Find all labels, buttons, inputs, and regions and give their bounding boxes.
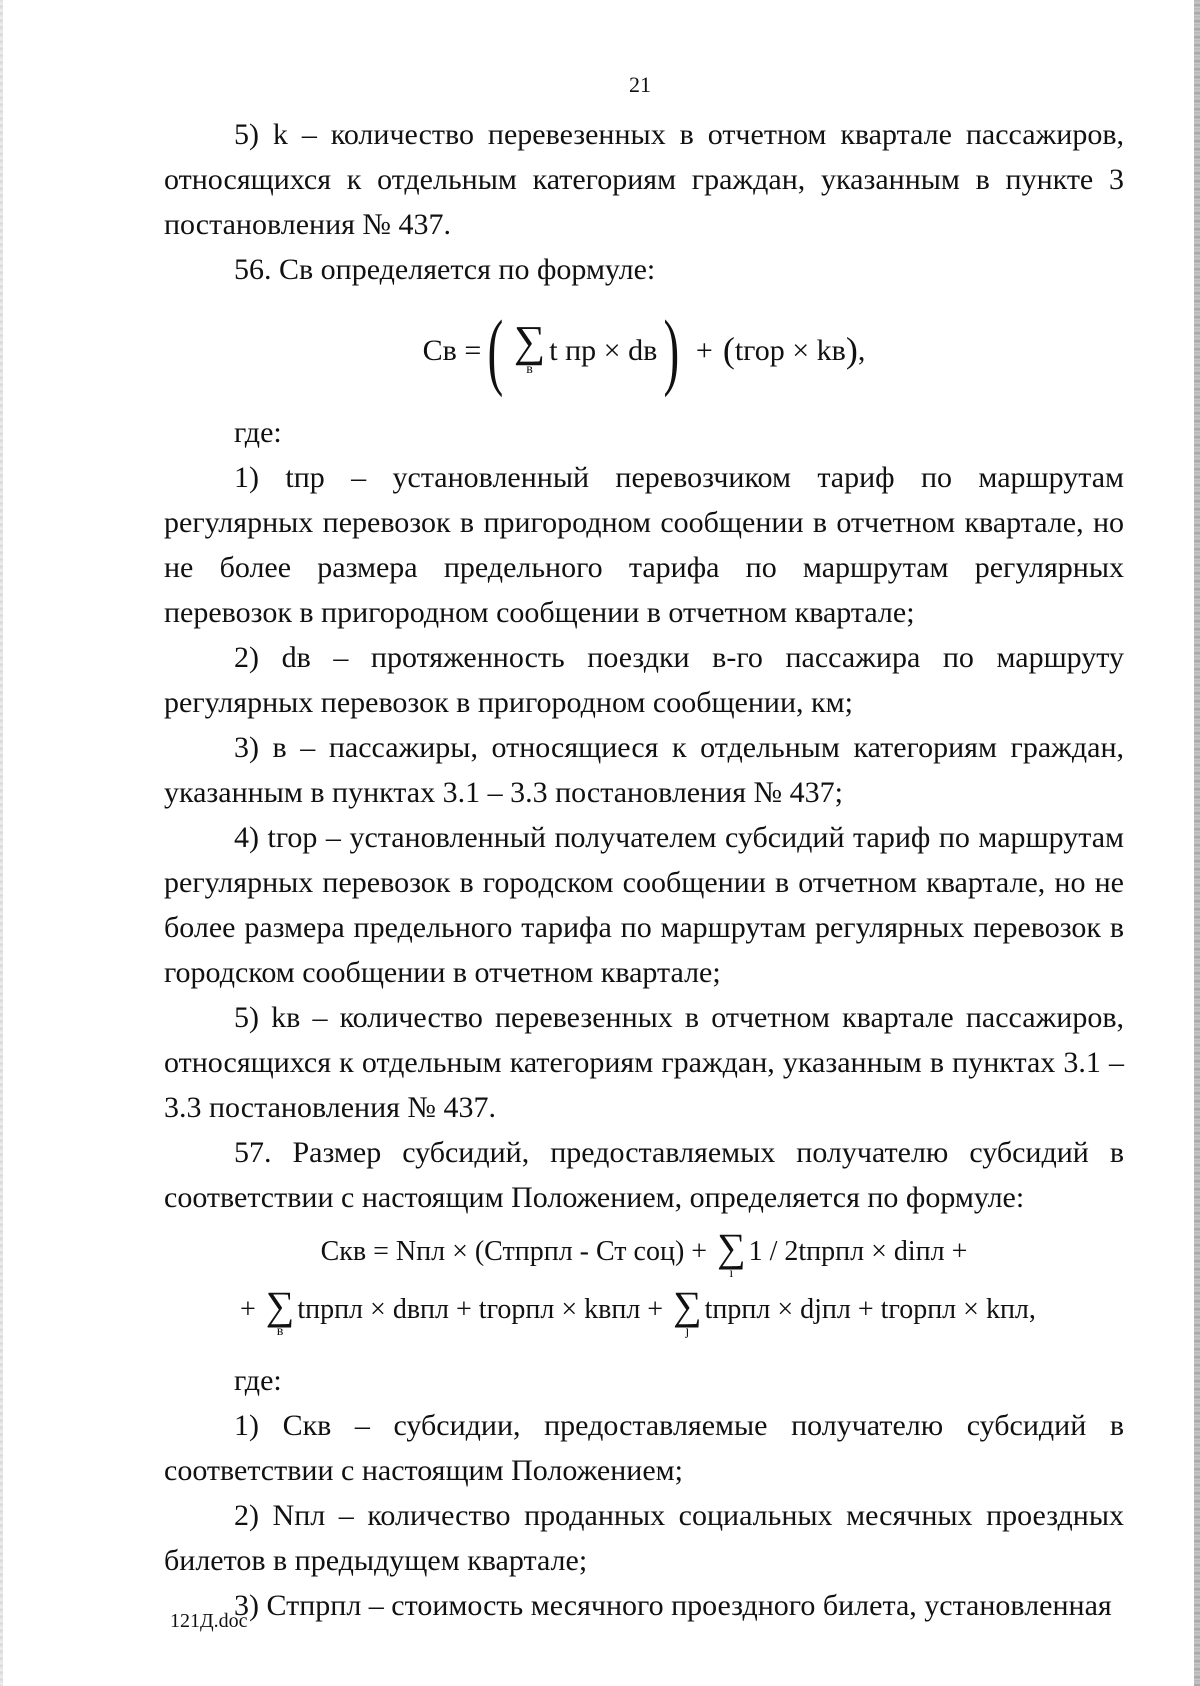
formula-skv-sum-j-index: j [685, 1324, 690, 1339]
definition-kv: 5) kв – количество перевезенных в отчетном квартале пассажиров, относящихся к отдельным категориям граждан, указанным в пунктах 3.1 – 3.3 постановления № 437. [164, 1001, 1124, 1124]
formula-cv-inner: t пр × dв [549, 333, 658, 367]
sigma-icon: ∑ [717, 1225, 746, 1270]
formula-cv-lhs: Св = [422, 333, 482, 367]
paragraph-57: 57. Размер субсидий, предоставляемых получателю субсидий в соответствии с настоящим Положением, определяется по формуле: [164, 1136, 1124, 1214]
formula-skv-line-1 [164, 1225, 1124, 1288]
where-label-2: где: [234, 1364, 282, 1397]
scan-edge-right [1194, 0, 1200, 1686]
document-body [164, 112, 1124, 1628]
sigma-icon: ∑ [513, 317, 546, 366]
formula-skv-line1-b: 1 / 2tпрпл × diпл + [748, 1236, 968, 1267]
formula-cv-second: tгор × kв [734, 333, 846, 367]
definition-v: 3) в – пассажиры, относящиеся к отдельным категориям граждан, указанным в пунктах 3.1 – 3.3 постановления № 437; [164, 731, 1124, 809]
formula-skv-sum-v [265, 1283, 295, 1340]
formula-cv-paren2-open: ( [722, 329, 735, 370]
definition-tgor: 4) tгор – установленный получателем субсидий тариф по маршрутам регулярных перевозок в городском сообщении в отчетном квартале, но не более размера предельного тарифа по маршрутам регулярных перевозок в городском сообщении в отчетном квартале; [164, 821, 1124, 989]
scan-edge-left [0, 0, 3, 1686]
formula-cv-plus: + [695, 333, 713, 367]
formula-cv-paren-close: ) [663, 302, 680, 398]
paragraph-k-definition: 5) k – количество перевезенных в отчетном квартале пассажиров, относящихся к отдельным категориям граждан, указанным в пункте 3 постановления № 437. [164, 118, 1124, 241]
formula-cv-paren2-close: ) [845, 329, 858, 370]
formula-cv-tail: , [857, 333, 866, 367]
formula-skv-sum-i-index: i [729, 1266, 734, 1281]
sigma-icon: ∑ [265, 1283, 295, 1328]
page-number: 21 [629, 72, 651, 97]
definition-stprpl: 3) Стпрпл – стоимость месячного проездного билета, установленная [234, 1589, 1112, 1622]
definition-npl: 2) Nпл – количество проданных социальных месячных проездных билетов в предыдущем квартале; [164, 1499, 1124, 1577]
file-name-footer: 121Д.doc [170, 1610, 248, 1632]
formula-cv [164, 302, 1124, 398]
definition-tpr: 1) tпр – установленный перевозчиком тариф по маршрутам регулярных перевозок в пригородном сообщении в отчетном квартале, но не более размера предельного тарифа по маршрутам регулярных перевозок в пригородном сообщении в отчетном квартале; [164, 461, 1124, 629]
paragraph-56: 56. Св определяется по формуле: [234, 253, 656, 286]
where-label-1: где: [234, 416, 282, 449]
formula-cv-sum [513, 317, 546, 378]
formula-cv-paren-open: ( [487, 302, 504, 398]
definition-dv: 2) dв – протяженность поездки в-го пассажира по маршруту регулярных перевозок в пригородном сообщении, км; [164, 641, 1124, 719]
formula-cv-sum-index: в [526, 362, 533, 377]
formula-skv-line1-a: Скв = Nпл × (Стпрпл - Ст соц) + [320, 1236, 715, 1267]
formula-skv-line-2 [164, 1283, 1124, 1346]
formula-skv-line2-c: tпрпл × djпл + tгорпл × kпл, [704, 1294, 1036, 1325]
formula-skv-sum-j [673, 1283, 702, 1340]
definition-skv: 1) Скв – субсидии, предоставляемые получателю субсидий в соответствии с настоящим Положением; [164, 1409, 1124, 1487]
formula-skv-line2-a: + [240, 1294, 263, 1325]
sigma-icon: ∑ [673, 1283, 702, 1328]
formula-skv [164, 1225, 1124, 1346]
formula-skv-sum-i [717, 1225, 746, 1282]
formula-skv-sum-v-index: в [276, 1324, 284, 1339]
formula-skv-line2-b: tпрпл × dвпл + tгорпл × kвпл + [297, 1294, 671, 1325]
